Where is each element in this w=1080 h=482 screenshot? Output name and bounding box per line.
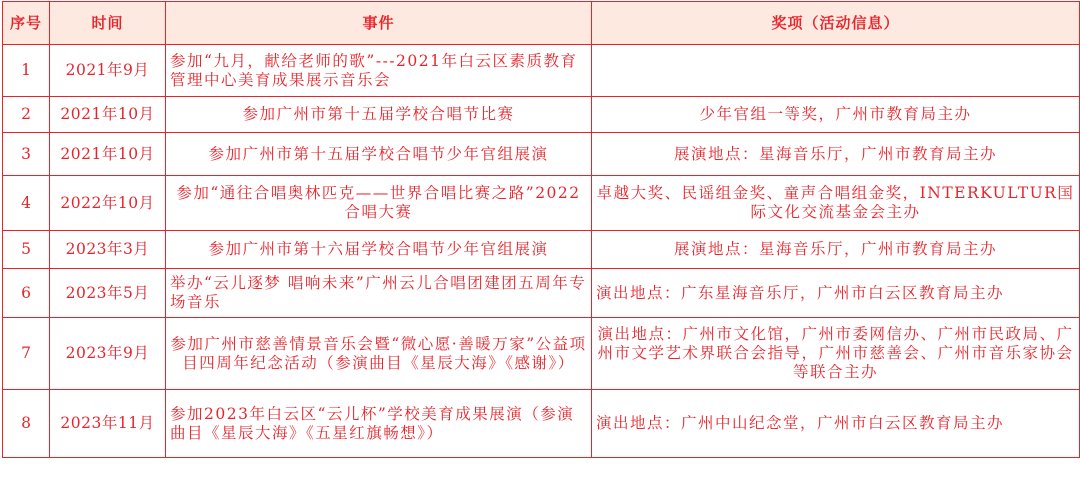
table-row: [3, 269, 1080, 318]
row-event: 参加广州市第十六届学校合唱节少年官组展演: [166, 231, 592, 269]
row-time: 2021年10月: [50, 97, 166, 133]
row-event: 参加“通往合唱奥林匹克——世界合唱比赛之路”2022合唱大赛: [166, 176, 592, 231]
row-index: 2: [3, 97, 50, 133]
row-award: 少年官组一等奖，广州市教育局主办: [592, 97, 1080, 133]
row-index: 4: [3, 176, 50, 231]
row-event: 参加广州市第十五届学校合唱节比赛: [166, 97, 592, 133]
row-index: 8: [3, 390, 50, 458]
row-event: 参加“九月，献给老师的歌”---2021年白云区素质教育管理中心美育成果展示音乐会: [166, 45, 592, 97]
table-row: [3, 231, 1080, 269]
header-event: 事件: [166, 2, 592, 45]
row-index: 6: [3, 269, 50, 318]
table-row: [3, 133, 1080, 176]
row-index: 1: [3, 45, 50, 97]
row-time: 2021年9月: [50, 45, 166, 97]
row-time: 2022年10月: [50, 176, 166, 231]
table-row: [3, 318, 1080, 390]
row-award: 展演地点：星海音乐厅，广州市教育局主办: [592, 231, 1080, 269]
row-time: 2021年10月: [50, 133, 166, 176]
row-event: 参加广州市第十五届学校合唱节少年官组展演: [166, 133, 592, 176]
activity-table: [2, 1, 1080, 458]
row-award: 展演地点：星海音乐厅，广州市教育局主办: [592, 133, 1080, 176]
row-time: 2023年5月: [50, 269, 166, 318]
row-event: 参加广州市慈善情景音乐会暨“微心愿·善暖万家”公益项目四周年纪念活动（参演曲目《星辰大海》《感谢》）: [166, 318, 592, 390]
table-row: [3, 176, 1080, 231]
row-award: 卓越大奖、民谣组金奖、童声合唱组金奖，INTERKULTUR国际文化交流基金会主办: [592, 176, 1080, 231]
table-row: [3, 45, 1080, 97]
table-row: [3, 390, 1080, 458]
header-index: 序号: [3, 2, 50, 45]
row-award: [592, 45, 1080, 97]
row-time: 2023年11月: [50, 390, 166, 458]
table-header-row: [3, 2, 1080, 45]
row-award: 演出地点：广东星海音乐厅，广州市白云区教育局主办: [592, 269, 1080, 318]
header-award: 奖项（活动信息）: [592, 2, 1080, 45]
row-award: 演出地点：广州市文化馆，广州市委网信办、广州市民政局、广州市文学艺术界联合会指导，广州市慈善会、广州市音乐家协会等联合主办: [592, 318, 1080, 390]
table-row: [3, 97, 1080, 133]
row-time: 2023年3月: [50, 231, 166, 269]
row-index: 7: [3, 318, 50, 390]
row-event: 举办“云儿逐梦 唱响未来”广州云儿合唱团建团五周年专场音乐: [166, 269, 592, 318]
row-index: 5: [3, 231, 50, 269]
row-award: 演出地点：广州中山纪念堂，广州市白云区教育局主办: [592, 390, 1080, 458]
row-event: 参加2023年白云区“云儿杯”学校美育成果展演（参演曲目《星辰大海》《五星红旗畅想》）: [166, 390, 592, 458]
row-index: 3: [3, 133, 50, 176]
row-time: 2023年9月: [50, 318, 166, 390]
header-time: 时间: [50, 2, 166, 45]
